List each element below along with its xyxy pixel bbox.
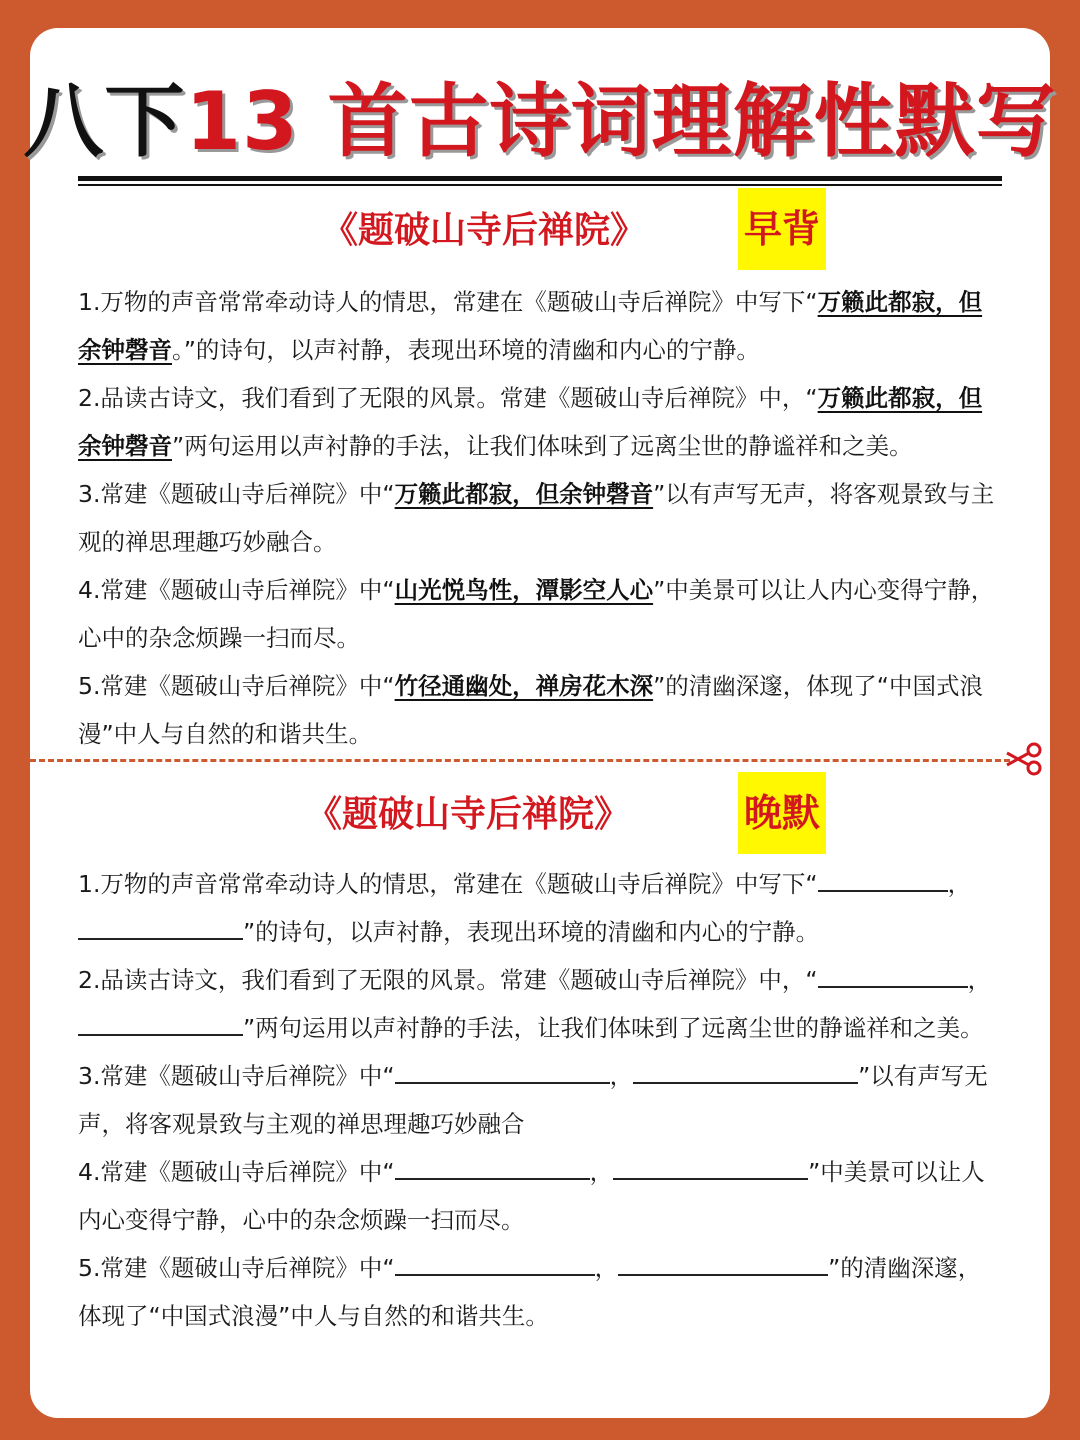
answer-text: 万籁此都寂，但余钟磬音 bbox=[78, 288, 983, 364]
answer-blank[interactable] bbox=[78, 910, 243, 940]
answer-text: 万籁此都寂，但余钟磬音 bbox=[394, 480, 654, 508]
answer-blank[interactable] bbox=[395, 1054, 610, 1084]
title-prefix: 八下 bbox=[23, 75, 186, 168]
list-item: 4.常建《题破山寺后禅院》中“ ， ”中美景可以让人内心变得宁静，心中的杂念烦躁一扫而尽。 bbox=[78, 1148, 1004, 1244]
morning-items bbox=[78, 278, 1004, 758]
morning-poem-title: 《题破山寺后禅院》 bbox=[322, 210, 647, 251]
answer-blank[interactable] bbox=[633, 1054, 858, 1084]
morning-badge: 早背 bbox=[738, 188, 826, 270]
answer-blank[interactable] bbox=[618, 1246, 828, 1276]
title-highlight: 13 首古诗词理解性默写 bbox=[185, 75, 1057, 168]
title-divider bbox=[78, 176, 1002, 181]
answer-blank[interactable] bbox=[818, 958, 968, 988]
list-item: 3.常建《题破山寺后禅院》中“ ， ”以有声写无声，将客观景致与主观的禅思理趣巧妙融合 bbox=[78, 1052, 1004, 1148]
list-item: 2.品读古诗文，我们看到了无限的风景。常建《题破山寺后禅院》中，“ ，”两句运用以声衬静的手法，让我们体味到了远离尘世的静谧祥和之美。 bbox=[78, 956, 1004, 1052]
list-item: 2.品读古诗文，我们看到了无限的风景。常建《题破山寺后禅院》中，“万籁此都寂，但余钟磬音”两句运用以声衬静的手法，让我们体味到了远离尘世的静谧祥和之美。 bbox=[78, 384, 983, 460]
answer-blank[interactable] bbox=[78, 1006, 243, 1036]
answer-blank[interactable] bbox=[395, 1246, 595, 1276]
list-item: 4.常建《题破山寺后禅院》中“山光悦鸟性，潭影空人心”中美景可以让人内心变得宁静，心中的杂念烦躁一扫而尽。 bbox=[78, 576, 995, 652]
list-item: 5.常建《题破山寺后禅院》中“ ， ”的清幽深邃，体现了“中国式浪漫”中人与自然的和谐共生。 bbox=[78, 1244, 1004, 1340]
title-divider-thin bbox=[78, 184, 1002, 186]
scissors-icon bbox=[1004, 741, 1044, 777]
page-title bbox=[0, 72, 1080, 172]
evening-items bbox=[78, 860, 1004, 1340]
list-item: 5.常建《题破山寺后禅院》中“竹径通幽处，禅房花木深”的清幽深邃，体现了“中国式浪漫”中人与自然的和谐共生。 bbox=[78, 672, 983, 748]
answer-text: 万籁此都寂，但余钟磬音 bbox=[78, 384, 983, 460]
evening-poem-title: 《题破山寺后禅院》 bbox=[306, 794, 631, 835]
answer-text: 山光悦鸟性，潭影空人心 bbox=[394, 576, 654, 604]
list-item: 3.常建《题破山寺后禅院》中“万籁此都寂，但余钟磬音”以有声写无声，将客观景致与主观的禅思理趣巧妙融合。 bbox=[78, 480, 995, 556]
list-item: 1.万物的声音常常牵动诗人的情思，常建在《题破山寺后禅院》中写下“ ，”的诗句，以声衬静，表现出环境的清幽和内心的宁静。 bbox=[78, 860, 1004, 956]
answer-blank[interactable] bbox=[613, 1150, 808, 1180]
answer-text: 竹径通幽处，禅房花木深 bbox=[394, 672, 654, 700]
evening-badge: 晚默 bbox=[738, 772, 826, 854]
answer-blank[interactable] bbox=[395, 1150, 590, 1180]
list-item: 1.万物的声音常常牵动诗人的情思，常建在《题破山寺后禅院》中写下“万籁此都寂，但余钟磬音。”的诗句，以声衬静，表现出环境的清幽和内心的宁静。 bbox=[78, 288, 983, 364]
answer-blank[interactable] bbox=[818, 862, 948, 892]
cut-line bbox=[30, 759, 1010, 762]
